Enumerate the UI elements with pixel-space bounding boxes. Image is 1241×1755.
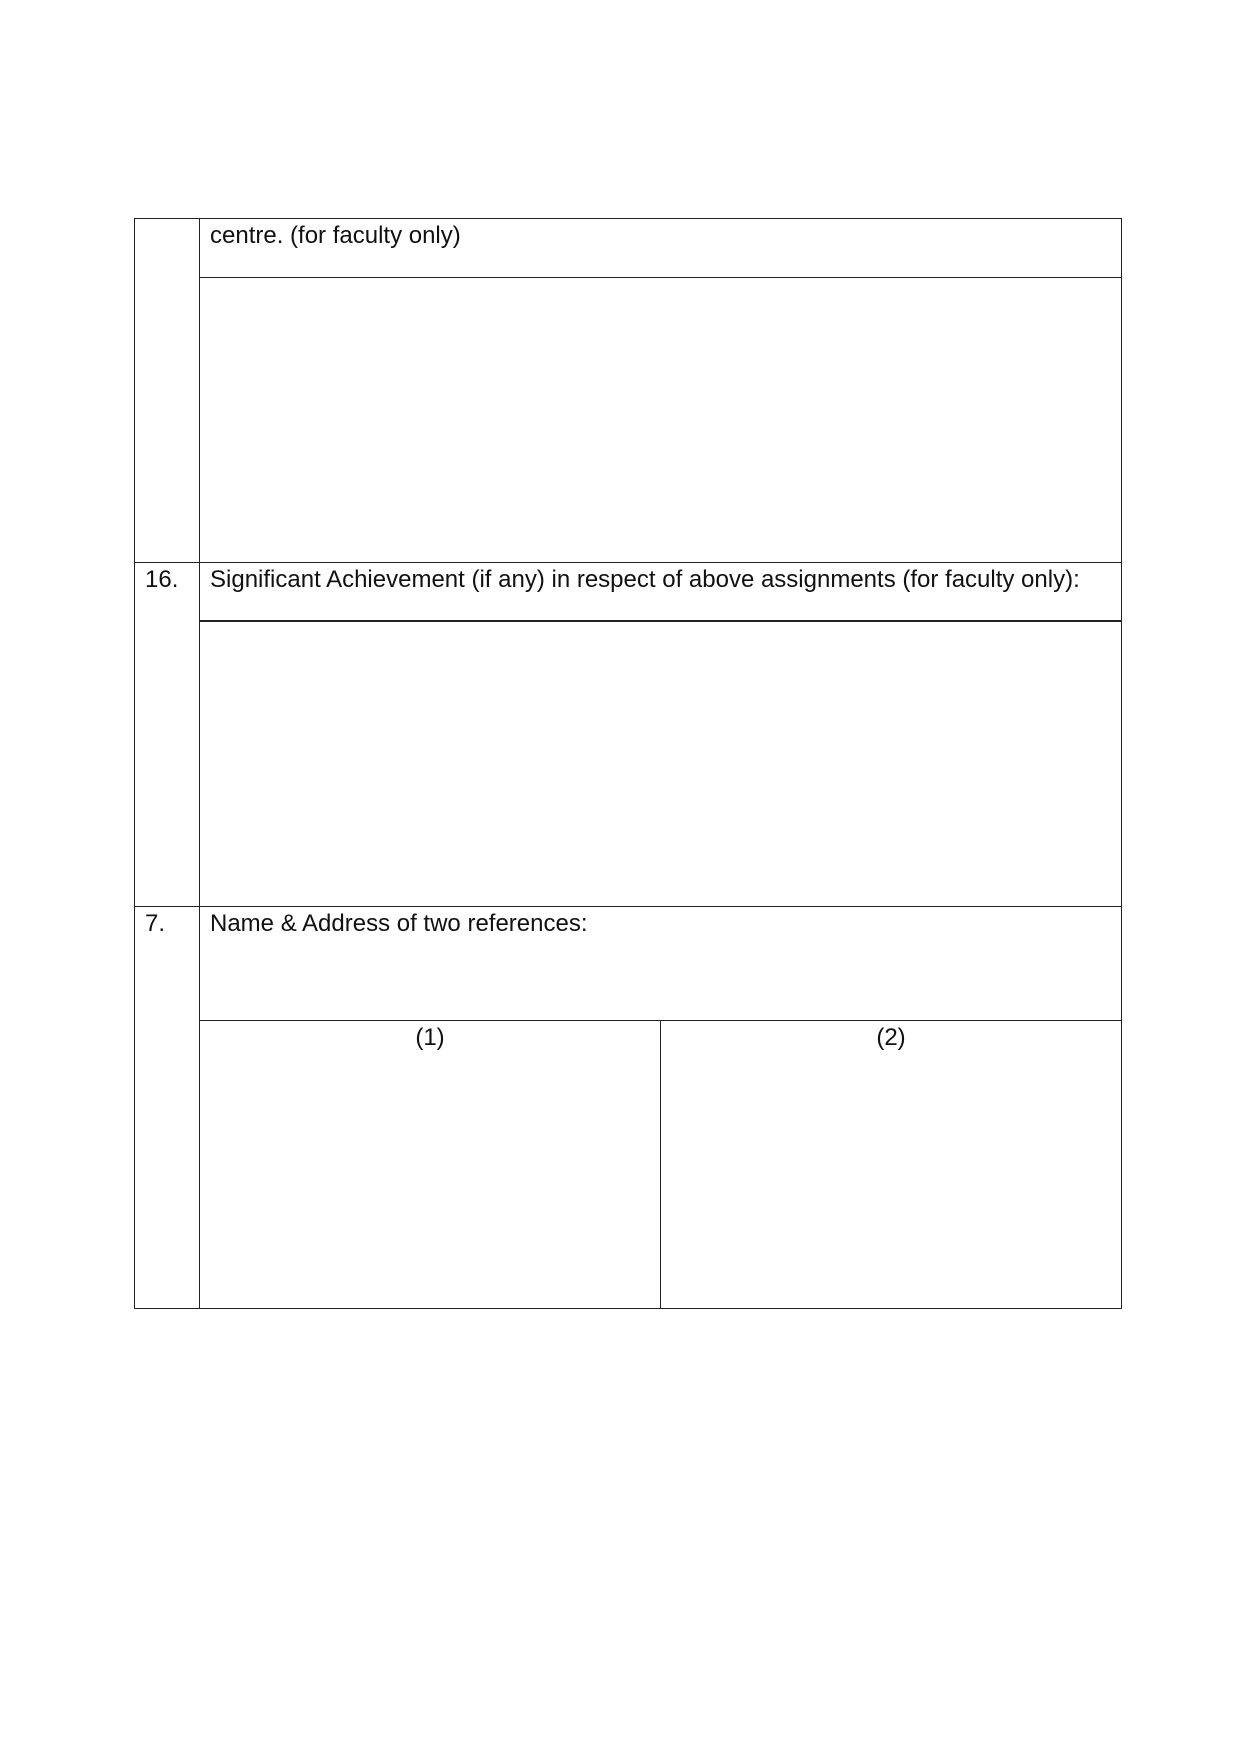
table-border-right [1121, 218, 1122, 1309]
continued-label: centre. (for faculty only) [210, 222, 461, 249]
item-7-number: 7. [145, 910, 166, 937]
item-7-label: Name & Address of two references: [210, 910, 588, 937]
reference-1-field[interactable] [200, 1056, 660, 1308]
item-16-number: 16. [145, 566, 179, 593]
continued-answer-field[interactable] [200, 278, 1121, 562]
table-border-bottom [134, 1308, 1122, 1309]
item-16-answer-field[interactable] [200, 622, 1121, 906]
row-divider-7 [134, 906, 1122, 907]
reference-1-heading: (1) [415, 1024, 445, 1051]
table-border-top [134, 218, 1122, 219]
reference-2-field[interactable] [661, 1056, 1121, 1308]
reference-2-heading: (2) [876, 1024, 906, 1051]
row-divider-16 [134, 562, 1122, 563]
table-border-left [134, 218, 135, 1309]
item-16-label: Significant Achievement (if any) in respect of above assignments (for faculty only): [210, 566, 1080, 593]
